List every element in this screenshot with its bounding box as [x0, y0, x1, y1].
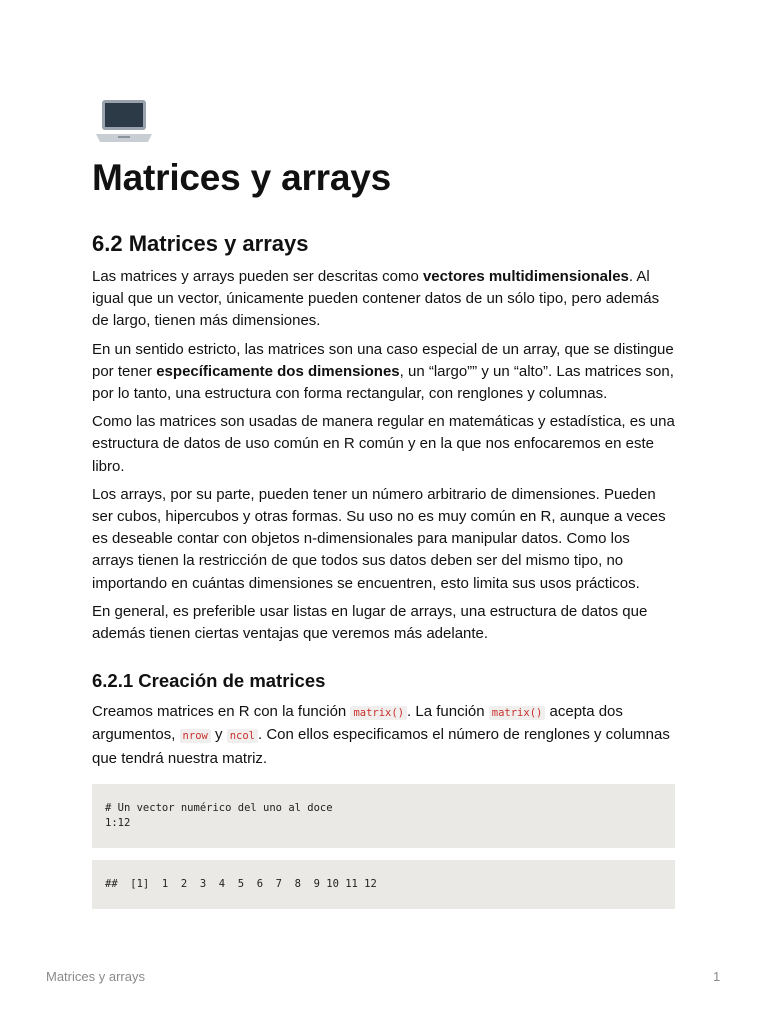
inline-code-matrix: matrix(): [489, 706, 546, 720]
page-title: Matrices y arrays: [92, 157, 391, 198]
inline-code-nrow: nrow: [180, 729, 211, 743]
footer-title: Matrices y arrays: [46, 969, 145, 984]
paragraph-1: Las matrices y arrays pueden ser descritas como vectores multidimensionales. Al igual que un vector, únicamente pueden contener datos de un sólo tipo, pero además de largo, tienen más dimensiones.: [92, 268, 660, 330]
laptop-icon: [94, 96, 675, 148]
code-block-output: ## [1] 1 2 3 4 5 6 7 8 9 10 11 12: [92, 860, 675, 909]
paragraph-4: Los arrays, por su parte, pueden tener un número arbitrario de dimensiones. Pueden ser cubos, hipercubos y otras formas. Su uso no es muy común en R, aunque a veces es deseable contar con objetos n-dimensionales para manipular datos. Como los arrays tienen la restricción de que todos sus datos deben ser del mismo tipo, no importando en cuántas dimensiones se encuentren, esto limita sus usos prácticos.: [92, 485, 666, 592]
paragraph-3: Como las matrices son usadas de manera regular en matemáticas y estadística, es una estructura de datos de uso común en R común y en la que nos enfocaremos en este libro.: [92, 413, 675, 475]
section-heading: 6.2 Matrices y arrays: [92, 231, 309, 256]
code-block-input: # Un vector numérico del uno al doce 1:12: [92, 784, 675, 848]
inline-code-ncol: ncol: [227, 729, 258, 743]
page-number: 1: [713, 969, 721, 984]
paragraph-5: En general, es preferible usar listas en lugar de arrays, una estructura de datos que además tienen ciertas ventajas que veremos más adelante.: [92, 602, 648, 643]
inline-code-matrix: matrix(): [350, 706, 407, 720]
paragraph-2: En un sentido estricto, las matrices son una caso especial de un array, que se distingue por tener específicamente dos dimensiones, un “largo”” y un “alto”. Las matrices son, por lo tanto, una estructura con forma rectangular, con renglones y columnas.: [92, 340, 674, 403]
subsection-heading: 6.2.1 Creación de matrices: [92, 670, 326, 692]
page-content: [92, 96, 675, 909]
paragraph-matrix: Creamos matrices en R con la función matrix() . La función matrix() acepta dos argumentos, nrow y ncol . Con ellos especificamos el número de renglones y columnas que tendrá nuestra matriz.: [92, 703, 670, 767]
